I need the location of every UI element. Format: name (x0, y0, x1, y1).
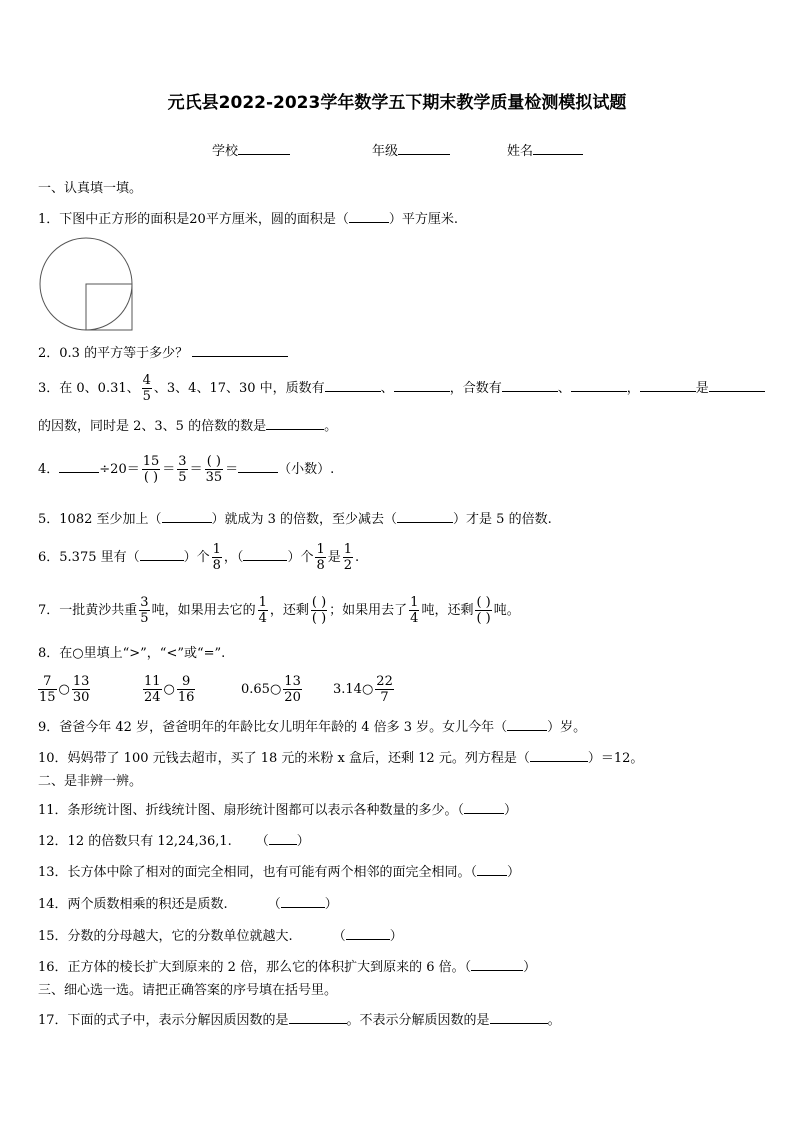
answer-fraction[interactable]: $\frac{( )}{( )}$ (311, 595, 327, 626)
question-17: 17．下面的式子中，表示分解因质因数的是 。不表示分解质因数的是 。 (38, 1010, 561, 1030)
answer-blank[interactable] (192, 343, 288, 357)
question-13: 13．长方体中除了相对的面完全相同，也有可能有两个相邻的面完全相同。（ ） (38, 862, 520, 882)
compare-circle[interactable]: ○ (269, 682, 282, 697)
answer-blank[interactable] (530, 748, 588, 762)
compare-circle[interactable]: ○ (163, 682, 175, 697)
section-heading-2: 二、是非辨一辨。 (38, 774, 143, 789)
question-9: 9．爸爸今年 42 岁，爸爸明年的年龄比女儿明年年龄的 4 倍多 3 岁。女儿今年（ ）岁。 (38, 717, 586, 737)
answer-blank[interactable] (502, 378, 558, 392)
answer-blank[interactable] (325, 378, 381, 392)
answer-blank[interactable] (238, 459, 278, 473)
answer-blank[interactable] (266, 416, 324, 430)
compare-item-1: $\frac{7}{15}$ ○ $\frac{13}{30}$ (39, 674, 90, 705)
answer-blank[interactable] (59, 459, 99, 473)
answer-blank[interactable] (346, 926, 390, 940)
circle-square-figure (38, 236, 138, 336)
answer-blank[interactable] (140, 547, 184, 561)
question-5: 5．1082 至少加上（ ）就成为 3 的倍数，至少减去（ ）才是 5 的倍数. (38, 509, 552, 529)
question-15: 15．分数的分母越大，它的分数单位就越大. （ ） (38, 926, 403, 946)
answer-blank[interactable] (490, 1010, 548, 1024)
question-7: 7．一批黄沙共重 $\frac{3}{5}$ 吨，如果用去它的 $\frac{1}{4}$ ，还剩 $\frac{( )}{( )}$ ；如果用去了 $\frac{1}{4}$ 吨，还剩 $\frac{( )}{( )}$ 吨。 (38, 595, 520, 626)
section-heading-3: 三、细心选一选。请把正确答案的序号填在括号里。 (38, 983, 338, 998)
question-8: 8．在○里填上“>”，“<”或“=”. (38, 646, 226, 661)
question-3: 3．在 0、0.31、 $\frac{4}{5}$ 、3、4、17、30 中，质数有 、 ，合数有 、 ， 是 (38, 373, 765, 404)
answer-fraction[interactable]: $\frac{( )}{( )}$ (476, 595, 491, 626)
question-1: 1．下图中正方形的面积是20平方厘米，圆的面积是（ ）平方厘米. (38, 209, 458, 229)
answer-blank[interactable] (709, 378, 765, 392)
answer-blank[interactable] (471, 957, 523, 971)
question-2: 2．0.3 的平方等于多少？ (38, 343, 288, 363)
question-6: 6．5.375 里有（ ）个 $\frac{1}{8}$ ，（ ）个 $\frac{1}{8}$ 是 $\frac{1}{2}$ . (38, 542, 360, 573)
grade-field[interactable]: 年级 (372, 140, 450, 159)
answer-blank[interactable] (349, 209, 389, 223)
question-3-line2: 的因数，同时是 2、3、5 的倍数的数是 。 (38, 416, 337, 436)
compare-circle[interactable]: ○ (58, 682, 70, 697)
answer-blank[interactable] (289, 1010, 347, 1024)
question-16: 16．正方体的棱长扩大到原来的 2 倍，那么它的体积扩大到原来的 6 倍。（ ） (38, 957, 536, 977)
answer-blank[interactable] (269, 831, 297, 845)
question-10: 10．妈妈带了 100 元钱去超市，买了 18 元的米粉 x 盒后，还剩 12 元。列方程是（ ）＝12。 (38, 748, 643, 768)
answer-blank[interactable] (281, 894, 325, 908)
answer-blank[interactable] (397, 509, 453, 523)
compare-item-2: $\frac{11}{24}$ ○ $\frac{9}{16}$ (144, 674, 195, 705)
name-field[interactable]: 姓名 (507, 140, 583, 159)
answer-blank[interactable] (640, 378, 696, 392)
page-title: 元氏县2022-2023学年数学五下期末教学质量检测模拟试题 (167, 93, 627, 113)
question-11: 11．条形统计图、折线统计图、扇形统计图都可以表示各种数量的多少。（ ） (38, 800, 517, 820)
answer-blank[interactable] (243, 547, 287, 561)
question-14: 14．两个质数相乘的积还是质数. （ ） (38, 894, 338, 914)
answer-blank[interactable] (394, 378, 450, 392)
school-field[interactable]: 学校 (212, 140, 290, 159)
compare-item-4: 3.14○ $\frac{22}{7}$ (333, 674, 393, 705)
question-12: 12．12 的倍数只有 12,24,36,1. （ ） (38, 831, 310, 851)
compare-item-3: 0.65○ $\frac{13}{20}$ (241, 674, 301, 705)
answer-blank[interactable] (477, 862, 507, 876)
compare-circle[interactable]: ○ (361, 682, 374, 697)
answer-blank[interactable] (571, 378, 627, 392)
answer-blank[interactable] (162, 509, 212, 523)
answer-blank[interactable] (464, 800, 504, 814)
answer-blank[interactable] (507, 717, 547, 731)
question-4: 4． ÷20＝ $\frac{15}{( )}$ ＝ $\frac{3}{5}$ ＝ $\frac{( )}{35}$ ＝ （小数）. (38, 454, 335, 485)
section-heading-1: 一、认真填一填。 (38, 181, 143, 196)
